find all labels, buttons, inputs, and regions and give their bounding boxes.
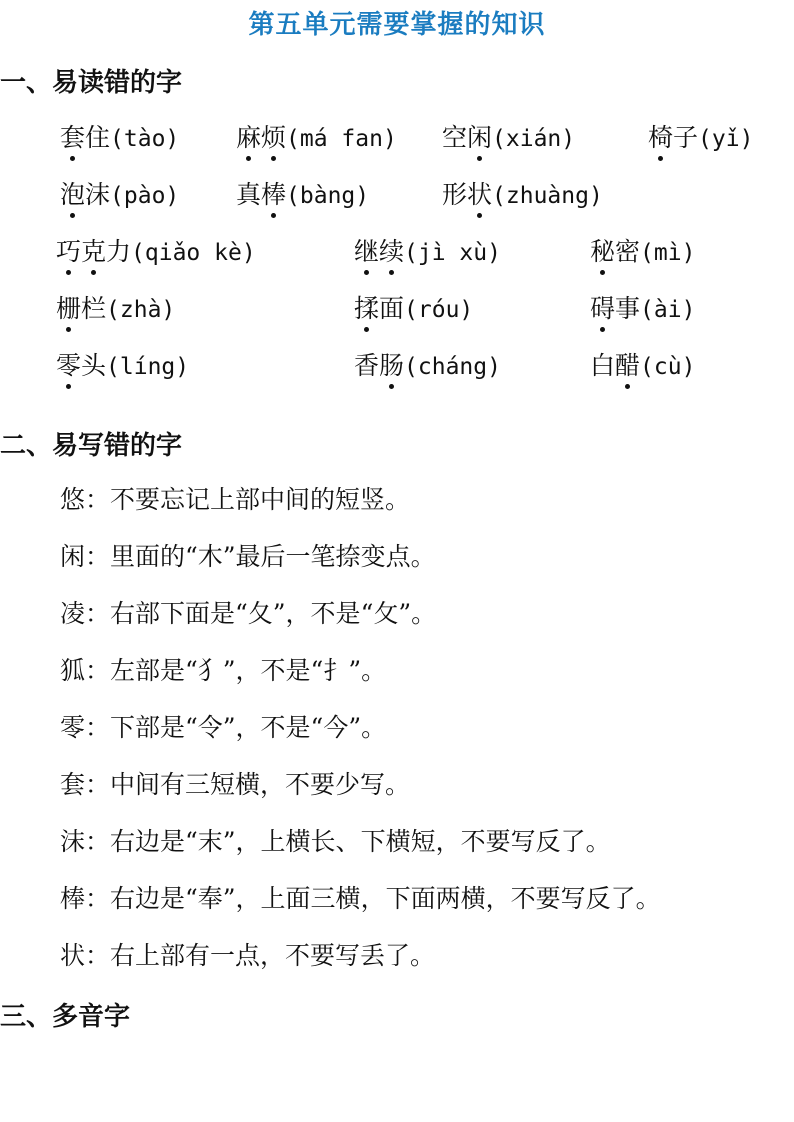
word-item — [60, 122, 179, 155]
hanzi-char: 香 — [354, 351, 380, 380]
pinyin: (cù) — [640, 354, 696, 380]
write-tip-line: 棒：右边是“奉”，上面三横，下面两横，不要写反了。 — [60, 884, 661, 913]
section-heading-easy-read: 一、易读错的字 — [0, 68, 183, 98]
word-item — [56, 350, 189, 383]
word-item — [648, 122, 753, 155]
hanzi-char: 密 — [615, 237, 641, 266]
hanzi-char: 空 — [442, 123, 468, 152]
hanzi-char: 烦 — [261, 123, 287, 152]
hanzi-char: 棒 — [261, 180, 287, 209]
pinyin: (bàng) — [286, 183, 370, 209]
hanzi-char: 住 — [85, 123, 111, 152]
word-item — [590, 293, 695, 326]
hanzi-char: 面 — [379, 294, 405, 323]
pinyin: (jì xù) — [404, 240, 501, 266]
section-heading-easy-write: 二、易写错的字 — [0, 431, 183, 461]
write-tip-line: 沫：右边是“末”，上横长、下横短，不要写反了。 — [60, 827, 611, 856]
hanzi-char: 揉 — [354, 294, 380, 323]
hanzi-char: 头 — [81, 351, 107, 380]
write-tip-line: 状：右上部有一点，不要写丢了。 — [60, 941, 436, 970]
word-item — [442, 179, 603, 212]
hanzi-char: 零 — [56, 351, 82, 380]
write-tip-line: 悠：不要忘记上部中间的短竖。 — [60, 485, 411, 514]
hanzi-char: 克 — [81, 237, 107, 266]
word-item — [236, 122, 397, 155]
hanzi-char: 肠 — [379, 351, 405, 380]
pinyin: (zhà) — [106, 297, 176, 323]
write-tip-line: 狐：左部是“犭”，不是“扌”。 — [60, 656, 387, 685]
pinyin: (ài) — [640, 297, 696, 323]
hanzi-char: 继 — [354, 237, 380, 266]
hanzi-char: 形 — [442, 180, 468, 209]
hanzi-char: 子 — [673, 123, 699, 152]
pinyin: (cháng) — [404, 354, 501, 380]
pinyin: (xián) — [492, 126, 576, 152]
word-item — [354, 293, 473, 326]
pinyin: (tào) — [110, 126, 180, 152]
hanzi-char: 麻 — [236, 123, 262, 152]
pinyin: (má fan) — [286, 126, 397, 152]
word-item — [354, 236, 501, 269]
hanzi-char: 栏 — [81, 294, 107, 323]
write-tip-line: 闲：里面的“木”最后一笔捺变点。 — [60, 542, 436, 571]
hanzi-char: 真 — [236, 180, 262, 209]
pinyin: (qiǎo kè) — [131, 240, 256, 266]
hanzi-char: 续 — [379, 237, 405, 266]
pinyin: (yǐ) — [698, 126, 754, 152]
write-tip-line: 零：下部是“令”，不是“今”。 — [60, 713, 387, 742]
hanzi-char: 椅 — [648, 123, 674, 152]
word-item — [60, 179, 179, 212]
word-item — [236, 179, 369, 212]
hanzi-char: 泡 — [60, 180, 86, 209]
hanzi-char: 秘 — [590, 237, 616, 266]
word-item — [56, 236, 256, 269]
hanzi-char: 沫 — [85, 180, 111, 209]
write-tip-line: 凌：右部下面是“夂”，不是“攵”。 — [60, 599, 437, 628]
word-item — [590, 236, 695, 269]
word-item — [590, 350, 695, 383]
hanzi-char: 事 — [615, 294, 641, 323]
write-tip-line: 套：中间有三短横，不要少写。 — [60, 770, 411, 799]
pinyin: (zhuàng) — [492, 183, 603, 209]
hanzi-char: 力 — [106, 237, 132, 266]
hanzi-char: 栅 — [56, 294, 82, 323]
hanzi-char: 醋 — [615, 351, 641, 380]
word-item — [354, 350, 501, 383]
section-heading-polyphonic: 三、多音字 — [0, 1002, 131, 1032]
hanzi-char: 巧 — [56, 237, 82, 266]
hanzi-char: 状 — [467, 180, 493, 209]
hanzi-char: 白 — [590, 351, 616, 380]
pinyin: (pào) — [110, 183, 180, 209]
hanzi-char: 套 — [60, 123, 86, 152]
pinyin: (líng) — [106, 354, 190, 380]
word-item — [56, 293, 175, 326]
pinyin: (mì) — [640, 240, 696, 266]
hanzi-char: 碍 — [590, 294, 616, 323]
pinyin: (róu) — [404, 297, 474, 323]
page-title: 第五单元需要掌握的知识 — [248, 10, 546, 40]
hanzi-char: 闲 — [467, 123, 493, 152]
word-item — [442, 122, 575, 155]
